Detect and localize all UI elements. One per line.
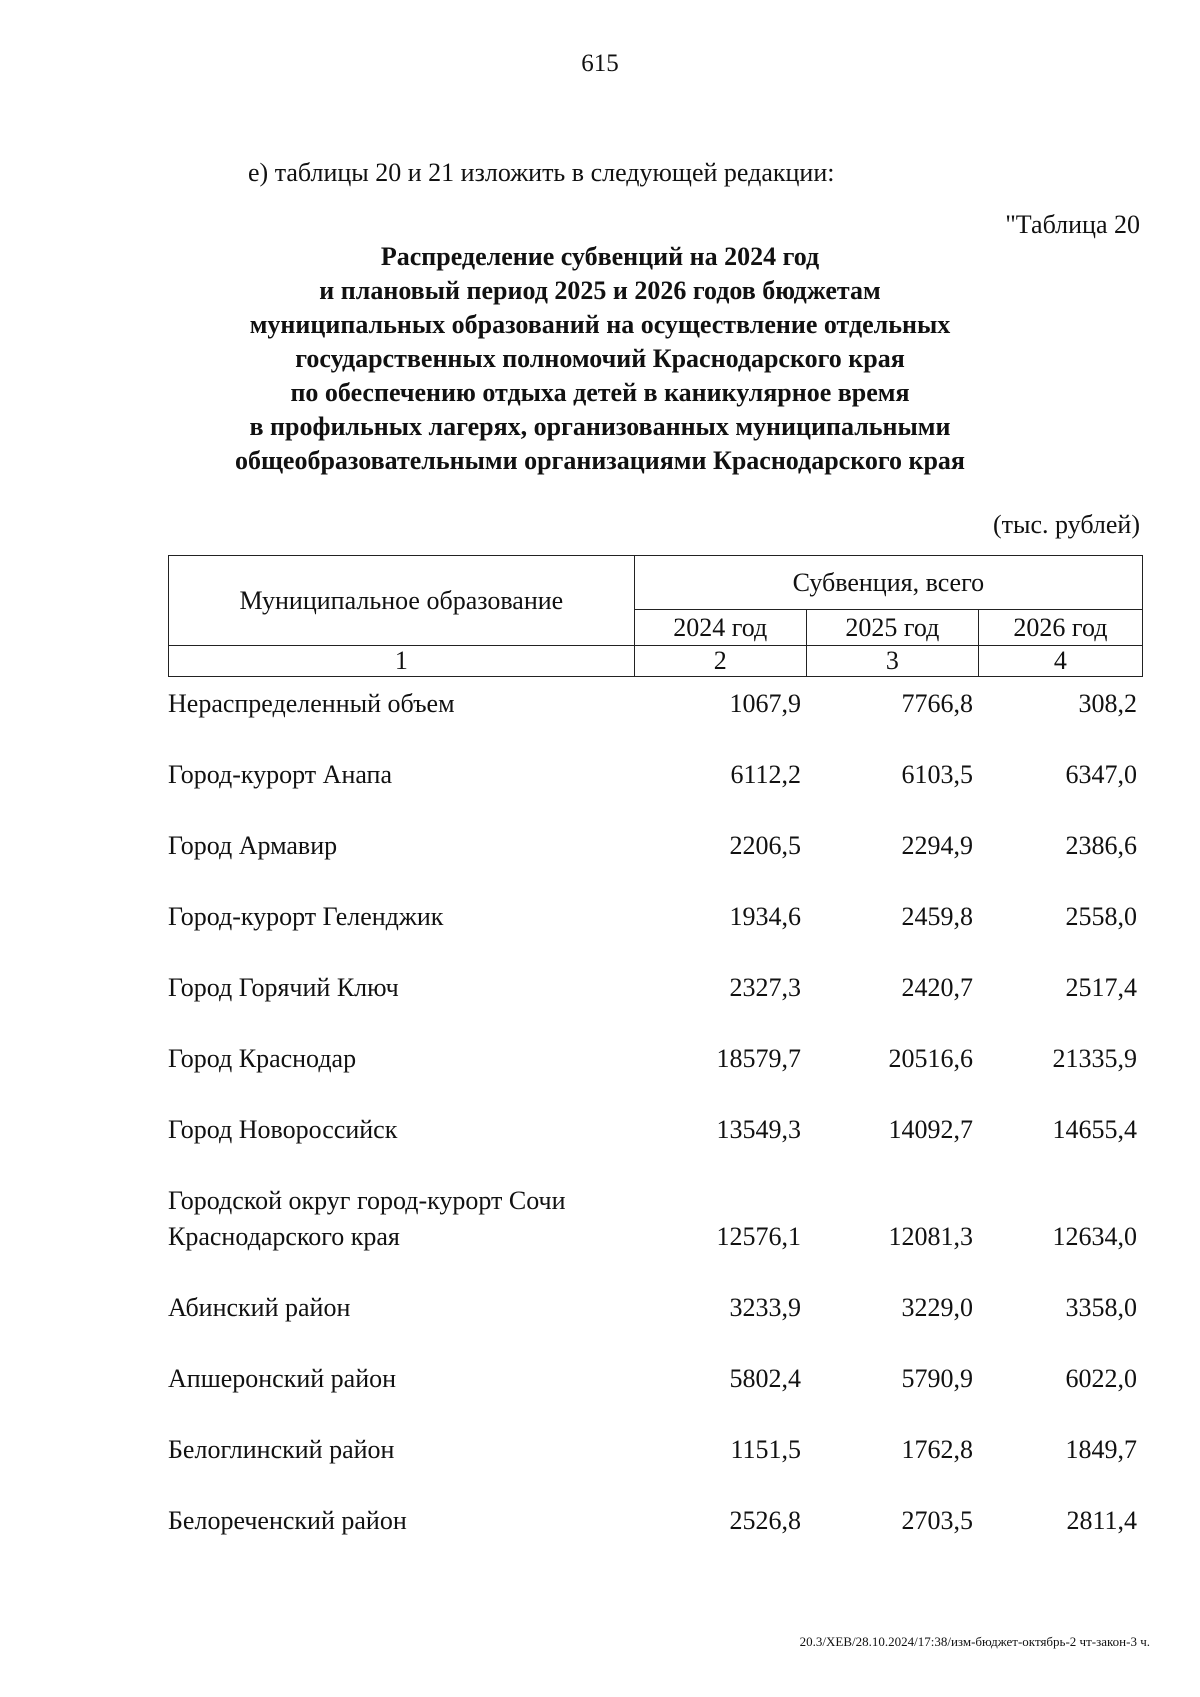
row-value-2024: 18579,7 — [716, 1044, 801, 1073]
row-name: Город-курорт Анапа — [168, 760, 393, 789]
row-value-2026: 12634,0 — [1052, 1222, 1137, 1251]
units-label: (тыс. рублей) — [992, 510, 1140, 539]
table-row — [168, 757, 1143, 793]
row-value-2025: 1762,8 — [901, 1435, 973, 1464]
row-name: Нераспределенный объем — [168, 689, 455, 718]
row-value-2025: 20516,6 — [888, 1044, 973, 1073]
table-row — [168, 1290, 1143, 1326]
row-value-2026: 1849,7 — [1065, 1435, 1137, 1464]
title-line: в профильных лагерях, организованных муниципальными — [249, 412, 951, 441]
row-name-line: Краснодарского края — [168, 1222, 400, 1251]
header-col-number: 4 — [978, 646, 1142, 677]
row-name: Белоглинский район — [168, 1435, 395, 1464]
table-row — [168, 899, 1143, 935]
row-value-2025: 5790,9 — [901, 1364, 973, 1393]
row-value-2024: 3233,9 — [729, 1293, 801, 1322]
row-value-2024: 2526,8 — [729, 1506, 801, 1535]
row-value-2025: 7766,8 — [901, 689, 973, 718]
row-value-2026: 2517,4 — [1065, 973, 1137, 1002]
intro-text: е) таблицы 20 и 21 изложить в следующей редакции: — [248, 158, 835, 187]
table-title — [0, 240, 1200, 478]
row-value-2024: 1151,5 — [730, 1435, 801, 1464]
table-row — [168, 1503, 1143, 1539]
title-line: и плановый период 2025 и 2026 годов бюджетам — [319, 276, 881, 305]
row-value-2024: 12576,1 — [716, 1222, 801, 1251]
row-name: Абинский район — [168, 1293, 351, 1322]
table-label: "Таблица 20 — [1005, 210, 1140, 239]
row-value-2026: 6022,0 — [1065, 1364, 1137, 1393]
row-name-line: Городской округ город-курорт Сочи — [168, 1186, 566, 1215]
row-value-2025: 3229,0 — [901, 1293, 973, 1322]
row-name: Белореченский район — [168, 1506, 407, 1535]
row-name — [168, 1183, 635, 1255]
table-row — [168, 1041, 1143, 1077]
header-col-number: 1 — [169, 646, 635, 677]
table-row — [168, 686, 1143, 722]
row-value-2024: 2327,3 — [729, 973, 801, 1002]
row-value-2026: 21335,9 — [1052, 1044, 1137, 1073]
header-municipality: Муниципальное образование — [169, 556, 635, 646]
header-subvention: Субвенция, всего — [634, 556, 1142, 610]
title-line: Распределение субвенций на 2024 год — [380, 242, 820, 271]
row-value-2024: 1067,9 — [729, 689, 801, 718]
header-col-number: 2 — [634, 646, 806, 677]
title-line: общеобразовательными организациями Краснодарского края — [234, 446, 966, 475]
table-row — [168, 1112, 1143, 1148]
row-value-2026: 14655,4 — [1052, 1115, 1137, 1144]
row-name: Город Армавир — [168, 831, 338, 860]
title-line: муниципальных образований на осуществление отдельных — [249, 310, 951, 339]
header-year-2024: 2024 год — [634, 610, 806, 646]
title-line: по обеспечению отдыха детей в каникулярное время — [290, 378, 910, 407]
title-line: государственных полномочий Краснодарского края — [295, 344, 905, 373]
row-value-2024: 13549,3 — [716, 1115, 801, 1144]
row-value-2025: 12081,3 — [888, 1222, 973, 1251]
page-number: 615 — [581, 50, 619, 77]
table-row — [168, 1432, 1143, 1468]
table-row — [168, 828, 1143, 864]
header-year-2026: 2026 год — [978, 610, 1142, 646]
row-name: Апшеронский район — [168, 1364, 397, 1393]
header-col-number: 3 — [806, 646, 978, 677]
row-name: Город-курорт Геленджик — [168, 902, 444, 931]
header-year-2025: 2025 год — [806, 610, 978, 646]
table-header — [168, 555, 1143, 677]
table-row — [168, 970, 1143, 1006]
row-value-2026: 2558,0 — [1065, 902, 1137, 931]
row-value-2026: 308,2 — [1078, 689, 1137, 718]
table-row — [168, 1361, 1143, 1397]
table-row — [168, 1183, 1143, 1255]
row-value-2024: 6112,2 — [730, 760, 801, 789]
row-value-2025: 2703,5 — [901, 1506, 973, 1535]
row-value-2026: 3358,0 — [1065, 1293, 1137, 1322]
row-value-2026: 6347,0 — [1065, 760, 1137, 789]
row-value-2024: 2206,5 — [729, 831, 801, 860]
row-value-2025: 2459,8 — [901, 902, 973, 931]
table-body — [168, 686, 1143, 1574]
footer-code: 20.3/ХЕВ/28.10.2024/17:38/изм-бюджет-октябрь-2 чт-закон-3 ч. — [799, 1634, 1150, 1649]
row-value-2026: 2811,4 — [1066, 1506, 1137, 1535]
row-value-2025: 6103,5 — [901, 760, 973, 789]
row-value-2024: 5802,4 — [729, 1364, 801, 1393]
row-value-2025: 14092,7 — [888, 1115, 973, 1144]
row-value-2026: 2386,6 — [1065, 831, 1137, 860]
row-name: Город Новороссийск — [168, 1115, 398, 1144]
row-value-2024: 1934,6 — [729, 902, 801, 931]
row-value-2025: 2294,9 — [901, 831, 973, 860]
row-name: Город Краснодар — [168, 1044, 357, 1073]
row-value-2025: 2420,7 — [901, 973, 973, 1002]
row-name: Город Горячий Ключ — [168, 973, 399, 1002]
